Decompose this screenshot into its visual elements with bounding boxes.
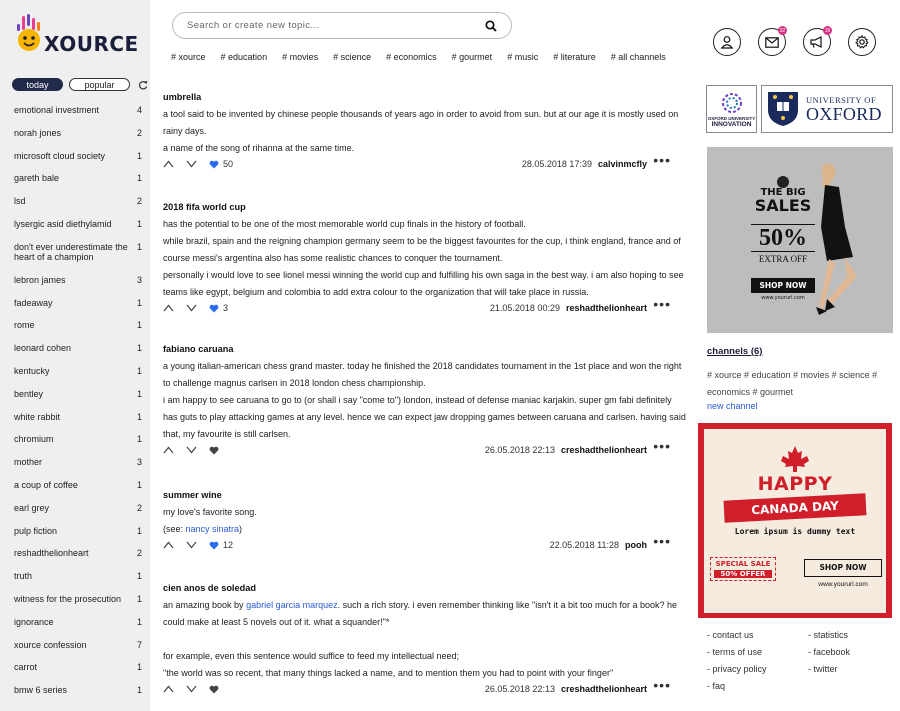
channel-link-economics[interactable]: # economics [386,52,437,62]
topic-label: pulp fiction [14,525,58,536]
tab-today[interactable]: today [12,78,63,91]
post-paragraph: for example, even this sentence would suffice to feed my intellectual need; [163,651,460,661]
author-link-gabriel-garcia-marquez[interactable]: gabriel garcia marquez [246,600,338,610]
post-title[interactable]: fabiano caruana [163,344,234,354]
ad1-extra: EXTRA OFF [758,254,808,264]
channel-link-literature[interactable]: # literature [553,52,596,62]
sidebar-topic-item[interactable] [14,219,142,242]
topic-count: 4 [136,105,142,115]
sidebar-topic-item[interactable] [14,343,142,366]
post-umbrella [163,92,687,171]
upvote-icon[interactable] [163,685,174,693]
topic-count: 1 [136,685,142,696]
post-footer [163,296,687,315]
topic-count: 2 [136,196,142,207]
channel-tags[interactable]: # xource # education # movies # science # economics # gourmet [707,370,878,397]
messages-badge: 32 [779,27,786,34]
post-footer [163,152,687,171]
ad2-url: www.yoururl.com [818,581,868,588]
topic-label: reshadthelionheart [14,548,89,559]
post-body [163,358,687,443]
footer-twitter[interactable]: - twitter [808,664,838,674]
topic-count: 1 [136,320,142,331]
brand-name: XOURCE [44,32,139,56]
post-author[interactable]: creshadthelionheart [560,445,647,455]
like-button[interactable] [209,159,233,169]
post-paragraph: while brazil, spain and the reigning champion germany seem to be the biggest favourites for the cup, i think england, france and of course messi's argentina also has some realistic chances to conquer the tournament. [163,236,681,263]
topic-count: 2 [136,127,142,138]
post-body [163,216,687,301]
downvote-icon[interactable] [186,160,197,168]
channel-link-gourmet[interactable]: # gourmet [451,52,493,62]
sidebar-topic-item[interactable] [14,594,142,617]
p1-prefix: an amazing book by [163,600,247,610]
footer-statistics[interactable]: - statistics [808,630,849,640]
more-options-icon[interactable]: ••• [653,152,671,168]
channel-link-science[interactable]: # science [333,52,372,62]
topic-label: fadeaway [14,297,53,308]
topic-count: 7 [136,639,142,650]
profile-button[interactable] [713,28,741,56]
sidebar-topic-item[interactable] [14,548,142,571]
post-paragraph [163,597,687,631]
innovation-line1: OXFORD UNIVERSITY [707,116,756,121]
post-body [163,504,687,538]
sidebar-topic-item[interactable] [14,173,142,196]
channel-link-all[interactable]: # all channels [610,52,666,62]
post-paragraph: a name of the song of rihanna at the same time. [163,143,355,153]
post-meta [485,445,647,455]
sidebar-topic-item[interactable] [14,412,142,435]
sidebar-topic-item[interactable] [14,151,142,174]
oxford-line2: OXFORD [806,104,882,124]
upvote-icon[interactable] [163,160,174,168]
innovation-logo-icon [721,92,743,114]
topic-label: lsd [14,196,26,207]
sidebar-topic-item[interactable] [14,434,142,457]
innovation-line2: INNOVATION [711,121,752,128]
topic-count: 1 [136,411,142,422]
like-button[interactable] [209,446,223,455]
search-bar [172,12,512,39]
downvote-icon[interactable] [186,685,197,693]
topic-label: xource confession [14,639,87,650]
sidebar-topic-item[interactable] [14,526,142,549]
ad2-line2: CANADA DAY [724,493,867,522]
topic-count: 3 [136,457,142,468]
topic-label: carrot [14,662,38,673]
downvote-icon[interactable] [186,304,197,312]
sidebar-topic-item[interactable] [14,480,142,503]
sidebar-topic-item[interactable] [14,457,142,480]
topic-label: lebron james [14,274,66,285]
see-link-nancy-sinatra[interactable]: nancy sinatra [185,524,240,534]
heart-icon [209,160,219,169]
post-title[interactable]: 2018 fifa world cup [163,202,246,212]
topic-count: 1 [136,479,142,490]
ad-canada-day[interactable] [698,423,892,618]
see-prefix: (see: [163,524,186,534]
sidebar-tabs [12,78,148,91]
sidebar-topic-item[interactable] [14,320,142,343]
post-footer [163,438,687,457]
topic-label: microsoft cloud society [14,150,106,161]
post-date: 26.05.2018 22:13 [484,684,555,694]
topic-label: norah jones [14,127,62,138]
post-paragraph: my love's favorite song. [163,507,257,517]
megaphone-icon [810,36,824,48]
ad2-sale2: 50% OFFER [714,570,772,578]
settings-button[interactable] [848,28,876,56]
topic-count: 1 [136,388,142,399]
post-paragraph: "the world was so recent, that many things lacked a name, and to mention them you had to point with your finger" [163,668,614,678]
topic-label: kentucky [14,365,50,376]
maple-leaf-icon [778,445,812,473]
ad1-percent: 50% [751,224,815,252]
more-options-icon[interactable]: ••• [653,438,671,454]
ad2-subtitle: Lorem ipsum is dummy text [734,527,856,536]
post-world-cup [163,202,687,315]
topic-label: truth [14,571,33,582]
topic-label: don't ever underestimate the heart of a champion [14,241,128,262]
topic-label: rome [14,320,35,331]
ad1-line2: SALES [754,196,812,215]
announcements-button[interactable] [803,28,831,56]
topic-count: 1 [136,150,142,161]
sidebar-topic-item[interactable] [14,503,142,526]
topic-count: 1 [136,571,142,582]
post-author[interactable]: reshadthelionheart [565,303,647,313]
channel-link-xource[interactable]: # xource [171,52,206,62]
downvote-icon[interactable] [186,446,197,454]
like-count: 50 [223,159,234,169]
topic-count: 1 [136,593,142,604]
trending-list [14,105,142,708]
topic-label: chromium [14,434,54,445]
sidebar-topic-item[interactable] [14,571,142,594]
brand-logo[interactable] [14,14,149,56]
post-paragraph [163,521,687,538]
sidebar-topic-item[interactable] [14,275,142,298]
post-date: 28.05.2018 17:39 [521,159,592,169]
channel-link-movies[interactable]: # movies [282,52,319,62]
ad1-line1: THE BIG [760,187,806,198]
post-meta [490,303,647,313]
sidebar [0,0,150,711]
more-options-icon[interactable]: ••• [653,533,671,549]
post-paragraph: has the potential to be one of the most memorable world cup finals in the history of football. [163,219,526,229]
ad2-line1: HAPPY [757,473,833,495]
footer-contact-us[interactable]: - contact us [707,630,754,640]
ad-big-sales[interactable] [707,147,893,333]
post-date: 22.05.2018 11:28 [549,540,619,550]
upvote-icon[interactable] [163,446,174,454]
post-date: 21.05.2018 00:29 [489,303,560,313]
post-meta [522,159,647,169]
topic-count: 1 [136,662,142,673]
partner-university-of-oxford[interactable] [761,85,893,133]
ad2-sale1: SPECIAL SALE [715,560,771,568]
post-title[interactable]: umbrella [163,92,202,102]
mail-icon [765,37,779,48]
post-footer [163,677,687,696]
like-button[interactable] [209,303,228,313]
channel-link-education[interactable]: # education [220,52,268,62]
sidebar-topic-item[interactable] [14,105,142,128]
partner-oxford-innovation[interactable] [706,85,757,133]
channel-nav [171,52,666,62]
topic-count: 1 [136,241,142,252]
xource-logo-icon [14,14,46,52]
topic-label: leonard cohen [14,343,72,354]
like-button[interactable] [209,540,233,550]
upvote-icon[interactable] [163,304,174,312]
post-author[interactable]: pooh [625,540,647,550]
post-title[interactable]: cien anos de soledad [163,583,256,593]
see-suffix: ) [239,524,243,534]
oxford-line1: UNIVERSITY OF [806,95,877,105]
heart-icon [209,685,219,694]
topic-label: white rabbit [14,411,61,422]
topic-count: 1 [136,434,142,445]
user-icon [720,35,734,49]
topic-count: 1 [136,343,142,354]
sidebar-topic-item[interactable] [14,298,142,321]
ad1-shop-now-button[interactable]: SHOP NOW [751,278,815,293]
sidebar-topic-item[interactable] [14,242,142,275]
topic-label: mother [14,457,43,468]
topic-count: 1 [136,616,142,627]
post-paragraph: personally i would love to see lionel messi winning the world cup and fulfilling his own saga in the best way. i am also hoping to see teams like egypt, belgium and colombia to add extra colour to the organization that will take place in russia. [163,270,684,297]
sidebar-topic-item[interactable] [14,389,142,412]
refresh-icon[interactable] [138,80,148,90]
post-title[interactable]: summer wine [163,490,222,500]
topic-label: gareth bale [14,173,60,184]
topic-count: 1 [136,365,142,376]
post-paragraph: a young italian-american chess grand master. today he finished the 2018 candidates tournament in the 1st place and won the right to challenge magnus carlsen in 2018 london chess championship. [163,361,682,388]
messages-button[interactable] [758,28,786,56]
sidebar-topic-item[interactable] [14,662,142,685]
oxford-crest-icon [766,90,800,128]
more-options-icon[interactable]: ••• [653,677,671,693]
tab-popular[interactable]: popular [69,78,130,91]
topic-label: witness for the prosecution [14,593,122,604]
like-count: 12 [223,540,234,550]
sidebar-topic-item[interactable] [14,128,142,151]
post-paragraph: i am happy to see caruana to go to (or shall i say "come to") london, instead of defense maniac karjakin. super gm fabi definitely has guts to play attacking games at any level. hence we can expect jaw dropping games between caruana and carlsen. having said that, my favourite is still carlsen. [163,395,686,439]
post-body [163,597,687,682]
post-fabiano-caruana [163,344,687,457]
topic-count: 3 [136,274,142,285]
gear-icon [855,35,869,49]
spacer [163,631,687,648]
heart-icon [209,446,219,455]
sidebar-topic-item[interactable] [14,196,142,219]
sidebar-topic-item[interactable] [14,685,142,708]
topic-label: a coup of coffee [14,479,78,490]
announcements-badge: 16 [824,27,831,34]
p1-suffix: . such a rich story. i even remember thinking like "isn't it a bit too much for a book? he could make at least 5 novels out of it. what a squander!"* [163,600,678,627]
topic-label: ignorance [14,616,54,627]
upvote-icon[interactable] [163,541,174,549]
ad1-url: www.yoururl.com [761,295,805,301]
post-author[interactable]: calvinmcfly [597,159,647,169]
post-paragraph: a tool said to be invented by chinese people thousands of years ago in order to avoid from sun. but at our age it is mostly used on rainy days. [163,109,679,136]
footer-facebook[interactable]: - facebook [808,647,851,657]
topic-label: emotional investment [14,105,100,115]
heart-icon [209,541,219,550]
search-icon[interactable] [485,20,497,32]
topic-label: earl grey [14,502,50,513]
topic-count: 2 [136,502,142,513]
topic-count: 1 [136,173,142,184]
topic-count: 1 [136,297,142,308]
footer-privacy[interactable]: - privacy policy [707,664,767,674]
search-input[interactable] [187,20,467,31]
like-button[interactable] [209,685,223,694]
ad2-shop-now-button[interactable]: SHOP NOW [804,559,882,577]
post-summer-wine [163,490,687,552]
topic-count: 1 [136,525,142,536]
topic-label: bmw 6 series [14,685,68,696]
topic-label: bentley [14,388,44,399]
downvote-icon[interactable] [186,541,197,549]
post-body [163,106,687,157]
footer-faq[interactable]: - faq [707,681,726,691]
sidebar-topic-item[interactable] [14,617,142,640]
sidebar-topic-item[interactable] [14,640,142,663]
post-footer [163,533,687,552]
topic-count: 2 [136,548,142,559]
post-author[interactable]: creshadthelionheart [560,684,647,694]
like-count: 3 [223,303,229,313]
new-channel-link[interactable]: new channel [707,401,758,411]
channel-link-music[interactable]: # music [507,52,539,62]
post-meta [550,540,647,550]
channels-heading[interactable]: channels (6) [707,346,763,357]
topic-count: 1 [136,218,142,229]
header-actions [713,28,876,56]
post-date: 26.05.2018 22:13 [484,445,555,455]
more-options-icon[interactable]: ••• [653,296,671,312]
post-meta [485,684,647,694]
topic-label: lysergic asid diethylamid [14,218,112,229]
heart-icon [209,304,219,313]
footer-terms[interactable]: - terms of use [707,647,763,657]
sidebar-topic-item[interactable] [14,366,142,389]
post-cien-anos [163,583,687,696]
